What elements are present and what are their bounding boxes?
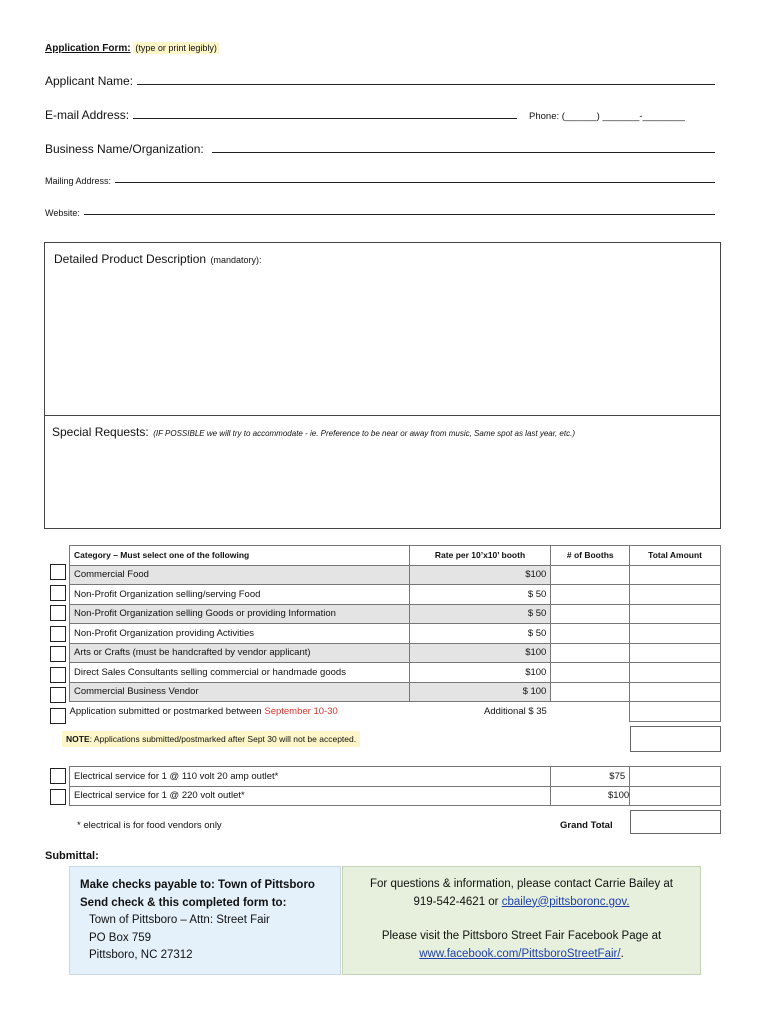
total-input[interactable] bbox=[630, 565, 721, 585]
website-label: Website: bbox=[45, 208, 80, 218]
special-requests-heading bbox=[52, 423, 575, 441]
business-line[interactable] bbox=[212, 151, 715, 153]
total-input[interactable] bbox=[630, 663, 721, 683]
facebook-end: . bbox=[620, 947, 624, 960]
row-rate: $ 50 bbox=[409, 585, 551, 605]
late-category bbox=[70, 702, 410, 722]
row-rate: $ 50 bbox=[409, 604, 551, 624]
applicant-name-field[interactable] bbox=[45, 74, 715, 88]
electrical-table bbox=[69, 766, 721, 806]
electrical-label: Electrical service for 1 @ 110 volt 20 amp outlet* bbox=[70, 767, 551, 787]
total-input[interactable] bbox=[630, 585, 721, 605]
product-description-box[interactable] bbox=[44, 242, 721, 416]
email-field[interactable] bbox=[45, 108, 715, 122]
row-category: Commercial Business Vendor bbox=[70, 682, 410, 702]
contact-spacer bbox=[351, 911, 692, 928]
electrical-label: Electrical service for 1 @ 220 volt outlet* bbox=[70, 786, 551, 806]
checkbox-nonprofit-food[interactable] bbox=[50, 585, 66, 601]
address-line-1: Town of Pittsboro – Attn: Street Fair bbox=[89, 914, 270, 926]
booths-input[interactable] bbox=[551, 643, 630, 663]
business-label: Business Name/Organization: bbox=[45, 142, 204, 156]
late-spacer bbox=[551, 702, 630, 722]
email-line[interactable] bbox=[133, 117, 517, 119]
electrical-total-input[interactable] bbox=[630, 786, 721, 806]
submittal-heading: Submittal: bbox=[45, 850, 99, 862]
special-requests-note: (IF POSSIBLE we will try to accommodate - ie. Preference to be near or away from music, Same spot as last year, etc.) bbox=[153, 429, 575, 438]
form-header bbox=[45, 43, 219, 54]
product-description-title: Detailed Product Description bbox=[54, 252, 207, 266]
special-requests-box[interactable] bbox=[44, 415, 721, 529]
contact-info-box bbox=[342, 866, 701, 975]
checkbox-electrical-110[interactable] bbox=[50, 768, 66, 784]
checkbox-nonprofit-activities[interactable] bbox=[50, 626, 66, 642]
row-category: Non-Profit Organization selling Goods or providing Information bbox=[70, 604, 410, 624]
checkbox-electrical-220[interactable] bbox=[50, 789, 66, 805]
website-line[interactable] bbox=[84, 213, 715, 215]
total-input[interactable] bbox=[630, 682, 721, 702]
row-category: Non-Profit Organization providing Activities bbox=[70, 624, 410, 644]
checkbox-arts-crafts[interactable] bbox=[50, 646, 66, 662]
table-row bbox=[70, 682, 721, 702]
note-text: : Applications submitted/postmarked after Sept 30 will not be accepted. bbox=[89, 734, 357, 744]
contact-phone: 919-542-4621 or bbox=[413, 895, 499, 908]
send-line: Send check & this completed form to: bbox=[80, 896, 287, 909]
row-rate: $ 100 bbox=[409, 682, 551, 702]
mailing-field[interactable] bbox=[45, 176, 715, 186]
product-description-qualifier: (mandatory): bbox=[210, 255, 262, 265]
applicant-name-line[interactable] bbox=[137, 83, 715, 85]
table-row bbox=[70, 643, 721, 663]
note-banner bbox=[62, 731, 360, 747]
contact-line bbox=[351, 894, 692, 912]
note-label: NOTE bbox=[66, 734, 90, 744]
row-category: Arts or Crafts (must be handcrafted by vendor applicant) bbox=[70, 643, 410, 663]
row-category: Commercial Food bbox=[70, 565, 410, 585]
booths-input[interactable] bbox=[551, 585, 630, 605]
facebook-link[interactable]: www.facebook.com/PittsboroStreetFair/ bbox=[419, 947, 621, 960]
email-label: E-mail Address: bbox=[45, 108, 130, 122]
row-rate: $100 bbox=[409, 643, 551, 663]
facebook-intro: Please visit the Pittsboro Street Fair Facebook Page at bbox=[381, 930, 662, 942]
col-total: Total Amount bbox=[630, 546, 721, 566]
total-input[interactable] bbox=[630, 604, 721, 624]
row-rate: $ 50 bbox=[409, 624, 551, 644]
checkbox-commercial-business[interactable] bbox=[50, 687, 66, 703]
checkbox-late-application[interactable] bbox=[50, 708, 66, 724]
mailing-line[interactable] bbox=[115, 181, 715, 183]
col-booths: # of Booths bbox=[551, 546, 630, 566]
mailing-label: Mailing Address: bbox=[45, 176, 112, 186]
payable-line: Make checks payable to: Town of Pittsboro bbox=[80, 879, 315, 891]
col-rate: Rate per 10’x10’ booth bbox=[409, 546, 551, 566]
business-field[interactable] bbox=[45, 142, 715, 156]
checkbox-nonprofit-goods[interactable] bbox=[50, 605, 66, 621]
table-header-row bbox=[70, 546, 721, 566]
booths-input[interactable] bbox=[551, 663, 630, 683]
special-requests-title: Special Requests: bbox=[52, 425, 149, 439]
booths-input[interactable] bbox=[551, 682, 630, 702]
row-rate: $100 bbox=[409, 663, 551, 683]
checkbox-direct-sales[interactable] bbox=[50, 667, 66, 683]
booths-input[interactable] bbox=[551, 604, 630, 624]
grand-total-input[interactable] bbox=[630, 810, 721, 834]
electrical-rate: $75 bbox=[551, 767, 630, 787]
electrical-footnote: * electrical is for food vendors only bbox=[77, 820, 222, 831]
checkbox-commercial-food[interactable] bbox=[50, 564, 66, 580]
row-category: Direct Sales Consultants selling commercial or handmade goods bbox=[70, 663, 410, 683]
address-line-2: PO Box 759 bbox=[89, 931, 152, 944]
late-rate: Additional $ 35 bbox=[483, 706, 547, 717]
grand-total-label: Grand Total bbox=[560, 820, 613, 831]
late-total-input[interactable] bbox=[630, 702, 721, 722]
table-row bbox=[70, 565, 721, 585]
category-table bbox=[69, 545, 721, 722]
phone-field[interactable]: Phone: (______) _______-________ bbox=[529, 111, 685, 122]
table-row bbox=[70, 624, 721, 644]
facebook-line bbox=[351, 946, 692, 964]
applicant-name-label: Applicant Name: bbox=[45, 74, 134, 88]
late-row bbox=[70, 702, 721, 722]
late-total-box[interactable] bbox=[630, 726, 721, 752]
payment-info-box bbox=[69, 866, 341, 975]
electrical-total-input[interactable] bbox=[630, 767, 721, 787]
electrical-row bbox=[70, 767, 721, 787]
total-input[interactable] bbox=[630, 643, 721, 663]
row-category: Non-Profit Organization selling/serving Food bbox=[70, 585, 410, 605]
form-label: Application Form: bbox=[45, 43, 131, 54]
booths-input[interactable] bbox=[551, 624, 630, 644]
row-rate: $100 bbox=[409, 565, 551, 585]
table-row bbox=[70, 585, 721, 605]
late-dates: September 10-30 bbox=[264, 706, 338, 717]
col-category: Category – Must select one of the following bbox=[70, 546, 410, 566]
total-input[interactable] bbox=[630, 624, 721, 644]
late-text: Application submitted or postmarked between bbox=[69, 706, 262, 717]
table-row bbox=[70, 604, 721, 624]
contact-email-link[interactable]: cbailey@pittsboronc.gov. bbox=[501, 895, 630, 908]
booths-input[interactable] bbox=[551, 565, 630, 585]
electrical-rate: $100 bbox=[551, 786, 630, 806]
address-line-3: Pittsboro, NC 27312 bbox=[89, 949, 193, 961]
questions-line: For questions & information, please contact Carrie Bailey at bbox=[370, 878, 673, 890]
electrical-row bbox=[70, 786, 721, 806]
website-field[interactable] bbox=[45, 208, 715, 218]
product-description-heading bbox=[54, 250, 262, 268]
table-row bbox=[70, 663, 721, 683]
form-hint: (type or print legibly) bbox=[135, 43, 217, 53]
